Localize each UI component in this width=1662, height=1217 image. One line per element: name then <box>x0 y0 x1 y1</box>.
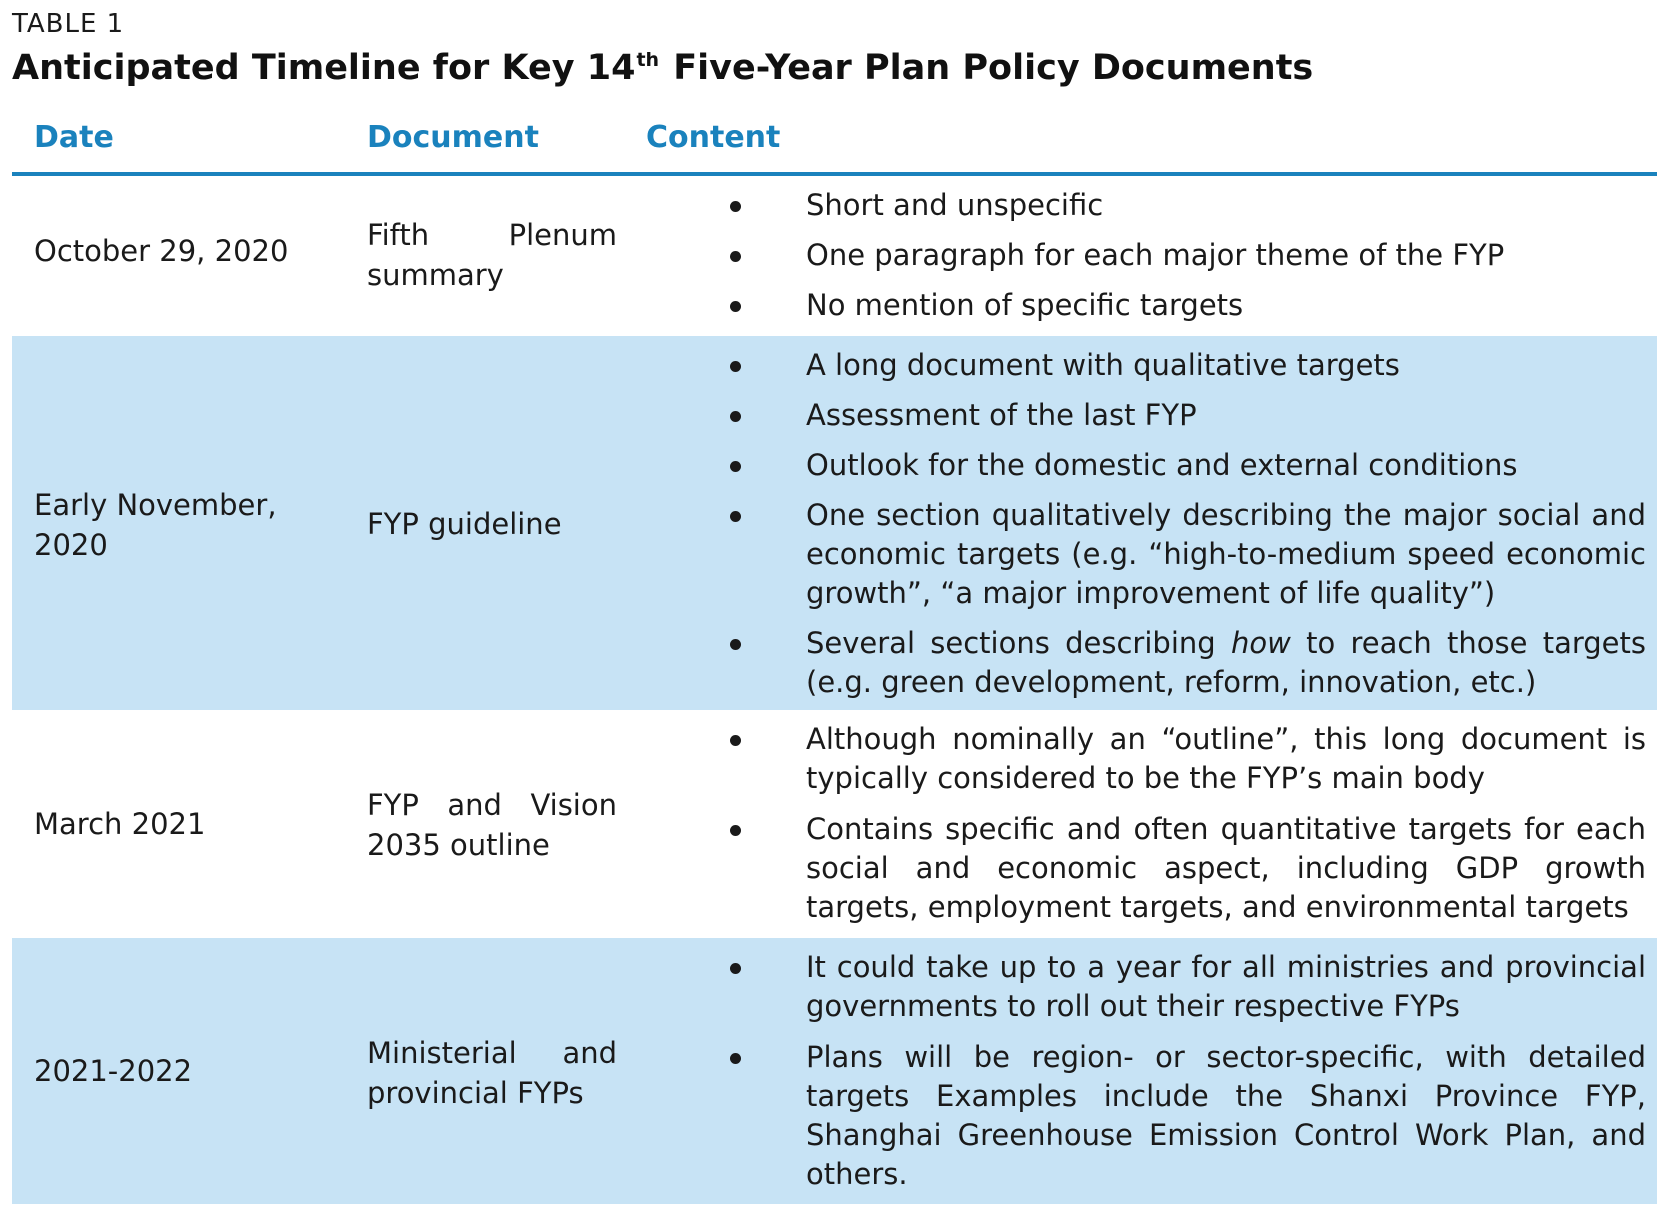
row-date: Early November, 2020 <box>34 488 277 562</box>
list-item-text: It could take up to a year for all ministries and provincial governments to roll out their respective FYPs <box>806 950 1646 1023</box>
row-document: FYP guideline <box>367 507 562 541</box>
list-item-text: No mention of specific targets <box>806 288 1244 322</box>
row-date: 2021-2022 <box>34 1054 193 1088</box>
list-item-text: A long document with qualitative targets <box>806 348 1400 382</box>
bullet-icon <box>730 735 741 746</box>
row-document: Fifth Plenum summary <box>367 218 617 292</box>
table-row <box>12 176 1657 336</box>
bullet-icon <box>730 461 741 472</box>
bullet-icon <box>730 251 741 262</box>
bullet-icon <box>730 639 741 650</box>
row-date: March 2021 <box>34 807 206 841</box>
list-item-text-emphasis: how <box>1230 626 1291 660</box>
list-item-text: Outlook for the domestic and external conditions <box>806 448 1518 482</box>
list-item-text: One paragraph for each major theme of the FYP <box>806 238 1505 272</box>
list-item-text: One section qualitatively describing the major social and economic targets (e.g. “high-to-medium speed economic growth”, “a major improvement of life quality”) <box>806 498 1646 610</box>
bullet-icon <box>730 201 741 212</box>
list-item-text-part: to reach those targets (e.g. green development, reform, innovation, etc.) <box>806 626 1646 699</box>
bullet-icon <box>730 301 741 312</box>
column-header-document: Document <box>367 120 539 155</box>
list-item-text <box>806 624 1646 702</box>
table-row <box>12 336 1657 710</box>
list-item-text-part: Several sections describing <box>806 626 1231 660</box>
list-item-text: Assessment of the last FYP <box>806 398 1197 432</box>
list-item-text: Contains specific and often quantitative targets for each social and economic aspect, including GDP growth targets, employment targets, and environmental targets <box>806 812 1646 924</box>
table-row <box>12 710 1657 938</box>
table-label: TABLE 1 <box>12 9 125 39</box>
column-header-date: Date <box>34 120 114 155</box>
column-header-content: Content <box>646 120 781 155</box>
bullet-icon <box>730 1053 741 1064</box>
list-item-text: Short and unspecific <box>806 188 1104 222</box>
table-title-rest: Five-Year Plan Policy Documents <box>661 48 1314 88</box>
bullet-icon <box>730 825 741 836</box>
row-document: FYP and Vision 2035 outline <box>367 788 617 862</box>
bullet-icon <box>730 511 741 522</box>
table-header <box>12 120 1657 176</box>
row-document: Ministerial and provincial FYPs <box>367 1036 617 1110</box>
list-item-text: Although nominally an “outline”, this long document is typically considered to be the FYP’s main body <box>806 722 1646 795</box>
bullet-icon <box>730 361 741 372</box>
table-title <box>12 48 1313 88</box>
table-title-main: Anticipated Timeline for Key 14 <box>12 48 636 88</box>
table-row <box>12 938 1657 1204</box>
row-date: October 29, 2020 <box>34 234 289 268</box>
bullet-icon <box>730 411 741 422</box>
list-item-text: Plans will be region- or sector-specific, with detailed targets Examples include the Shanxi Province FYP, Shanghai Greenhouse Emission Control Work Plan, and others. <box>806 1040 1646 1191</box>
bullet-icon <box>730 963 741 974</box>
table-title-superscript: th <box>636 49 660 72</box>
